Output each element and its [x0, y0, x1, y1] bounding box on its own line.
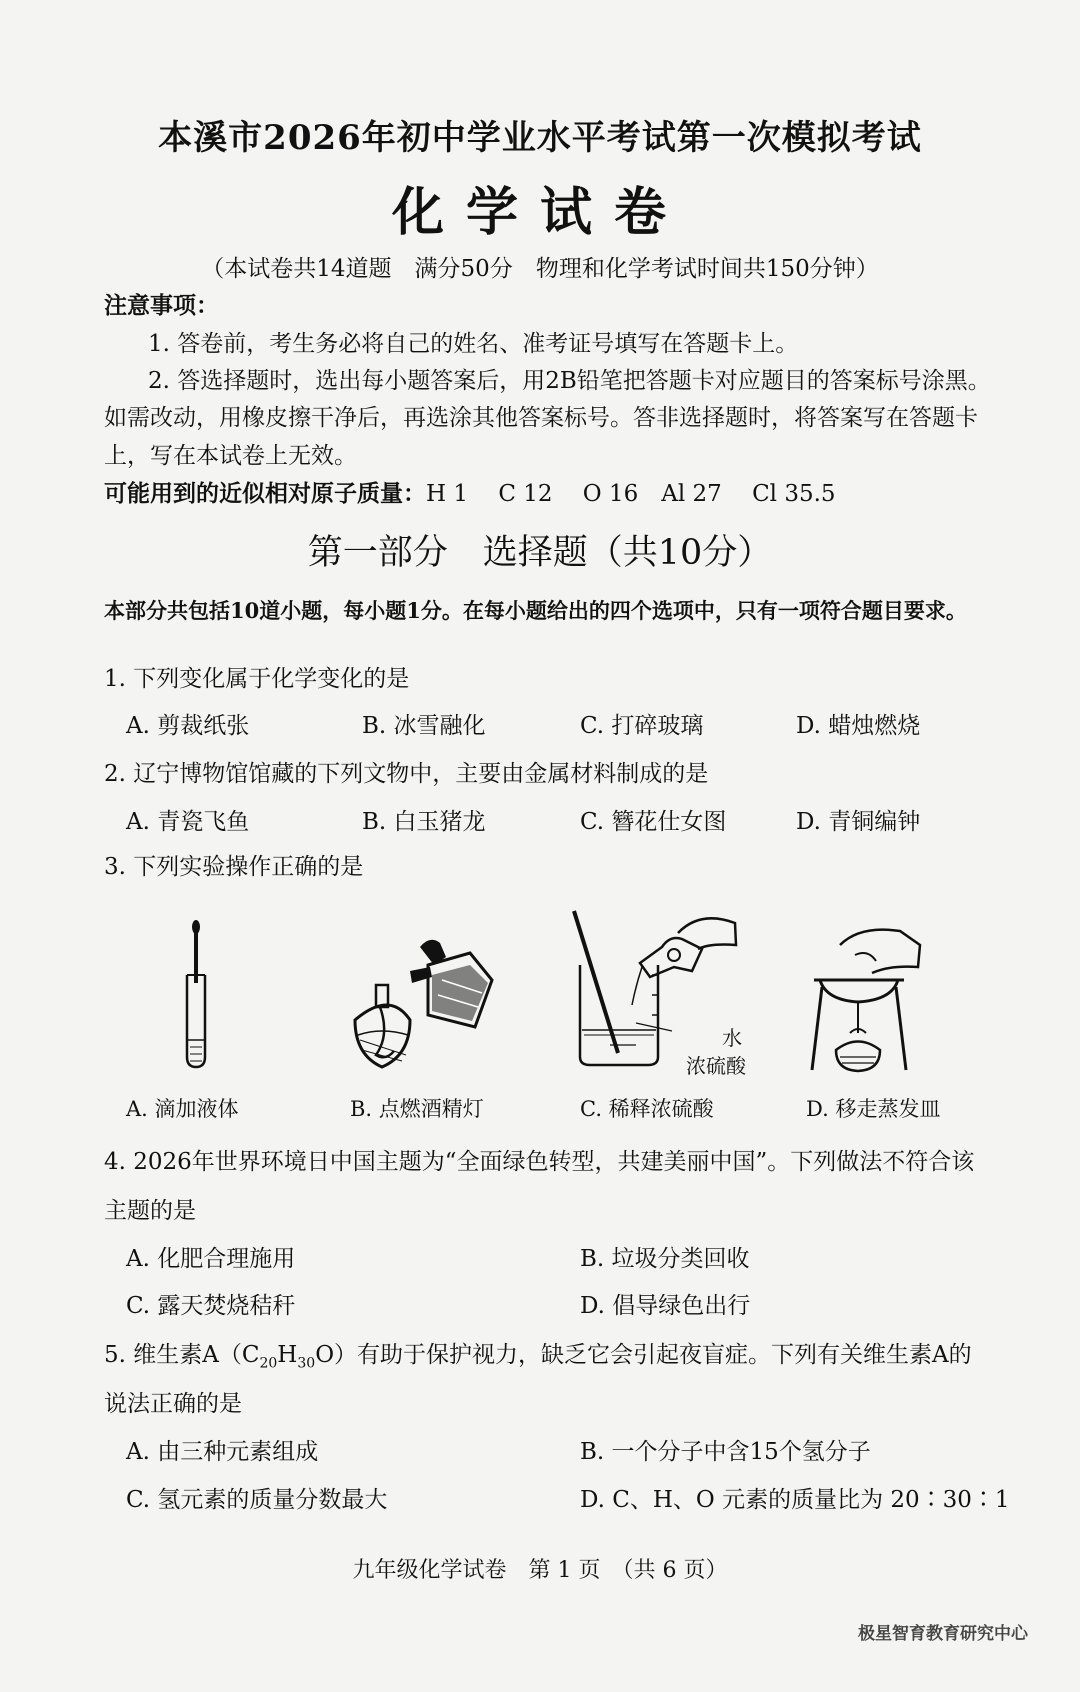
exam-title: 本溪市2026年初中学业水平考试第一次模拟考试 — [158, 118, 922, 158]
question-5-stem-pre: 5. 维生素A（C — [104, 1342, 260, 1368]
carbon-subscript: 20 — [259, 1355, 278, 1372]
dropper-test-tube-figure — [175, 915, 225, 1075]
watermark: 极星智育教育研究中心 — [858, 1624, 1028, 1644]
question-3-option-d: D. 移走蒸发皿 — [806, 1097, 941, 1121]
section-title: 第一部分 选择题（共10分） — [307, 533, 773, 573]
question-1-option-b: B. 冰雪融化 — [362, 713, 486, 739]
section-intro: 本部分共包括10道小题，每小题1分。在每小题给出的四个选项中，只有一项符合题目要求。 — [104, 598, 967, 623]
concentrated-acid-label: 浓硫酸 — [686, 1054, 746, 1078]
atomic-mass-line — [104, 475, 836, 508]
water-label: 水 — [722, 1026, 742, 1050]
notice-item-2-line3: 上，写在本试卷上无效。 — [104, 443, 357, 469]
atomic-mass-values: H 1 C 12 O 16 Al 27 Cl 35.5 — [426, 481, 836, 507]
question-5-option-b: B. 一个分子中含15个氢分子 — [580, 1439, 871, 1465]
question-1-option-a: A. 剪裁纸张 — [126, 713, 250, 739]
question-4-option-d: D. 倡导绿色出行 — [580, 1293, 751, 1319]
notice-heading: 注意事项： — [104, 292, 219, 319]
notice-item-1: 1. 答卷前，考生务必将自己的姓名、准考证号填写在答题卡上。 — [148, 331, 799, 357]
question-4-option-b: B. 垃圾分类回收 — [580, 1246, 750, 1272]
question-2-option-a: A. 青瓷飞鱼 — [126, 809, 250, 835]
question-2-option-b: B. 白玉猪龙 — [362, 809, 486, 835]
page-footer: 九年级化学试卷 第 1 页 （共 6 页） — [352, 1558, 728, 1583]
question-2-stem: 2. 辽宁博物馆馆藏的下列文物中，主要由金属材料制成的是 — [104, 761, 709, 787]
question-5-option-c: C. 氢元素的质量分数最大 — [126, 1487, 388, 1513]
atomic-mass-label: 可能用到的近似相对原子质量： — [104, 480, 426, 507]
question-3-option-c: C. 稀释浓硫酸 — [580, 1097, 714, 1121]
question-4-stem-line1: 4. 2026年世界环境日中国主题为“全面绿色转型，共建美丽中国”。下列做法不符合该 — [104, 1149, 975, 1175]
notice-item-2-line1: 2. 答选择题时，选出每小题答案后，用2B铅笔把答题卡对应题目的答案标号涂黑。 — [148, 368, 991, 394]
question-1-stem: 1. 下列变化属于化学变化的是 — [104, 666, 410, 692]
question-2-option-c: C. 簪花仕女图 — [580, 809, 727, 835]
question-3-option-b: B. 点燃酒精灯 — [350, 1097, 484, 1121]
question-1-option-d: D. 蜡烛燃烧 — [796, 713, 921, 739]
question-5-stem-line2: 说法正确的是 — [104, 1391, 242, 1417]
question-4-option-a: A. 化肥合理施用 — [126, 1246, 296, 1272]
question-5-option-d: D. C、H、O 元素的质量比为 20∶30∶1 — [580, 1487, 1010, 1513]
question-3-option-a: A. 滴加液体 — [126, 1097, 239, 1121]
question-5-stem-post: O）有助于保护视力，缺乏它会引起夜盲症。下列有关维生素A的 — [315, 1342, 972, 1368]
question-4-stem-line2: 主题的是 — [104, 1198, 196, 1224]
evaporating-dish-figure — [800, 925, 930, 1075]
subject-title: 化学试卷 — [391, 182, 688, 243]
question-2-option-d: D. 青铜编钟 — [796, 809, 921, 835]
question-4-option-c: C. 露天焚烧秸秆 — [126, 1293, 296, 1319]
question-5-stem-line1 — [104, 1336, 972, 1372]
exam-info: （本试卷共14道题 满分50分 物理和化学考试时间共150分钟） — [201, 256, 879, 282]
notice-item-2-line2: 如需改动，用橡皮擦干净后，再选涂其他答案标号。答非选择题时，将答案写在答题卡 — [104, 405, 978, 431]
hydrogen-subscript: 30 — [297, 1355, 316, 1372]
alcohol-lamp-figure — [350, 935, 500, 1075]
question-3-stem: 3. 下列实验操作正确的是 — [104, 854, 364, 880]
question-1-option-c: C. 打碎玻璃 — [580, 713, 704, 739]
hydrogen-symbol: H — [277, 1342, 298, 1368]
question-5-option-a: A. 由三种元素组成 — [126, 1439, 319, 1465]
